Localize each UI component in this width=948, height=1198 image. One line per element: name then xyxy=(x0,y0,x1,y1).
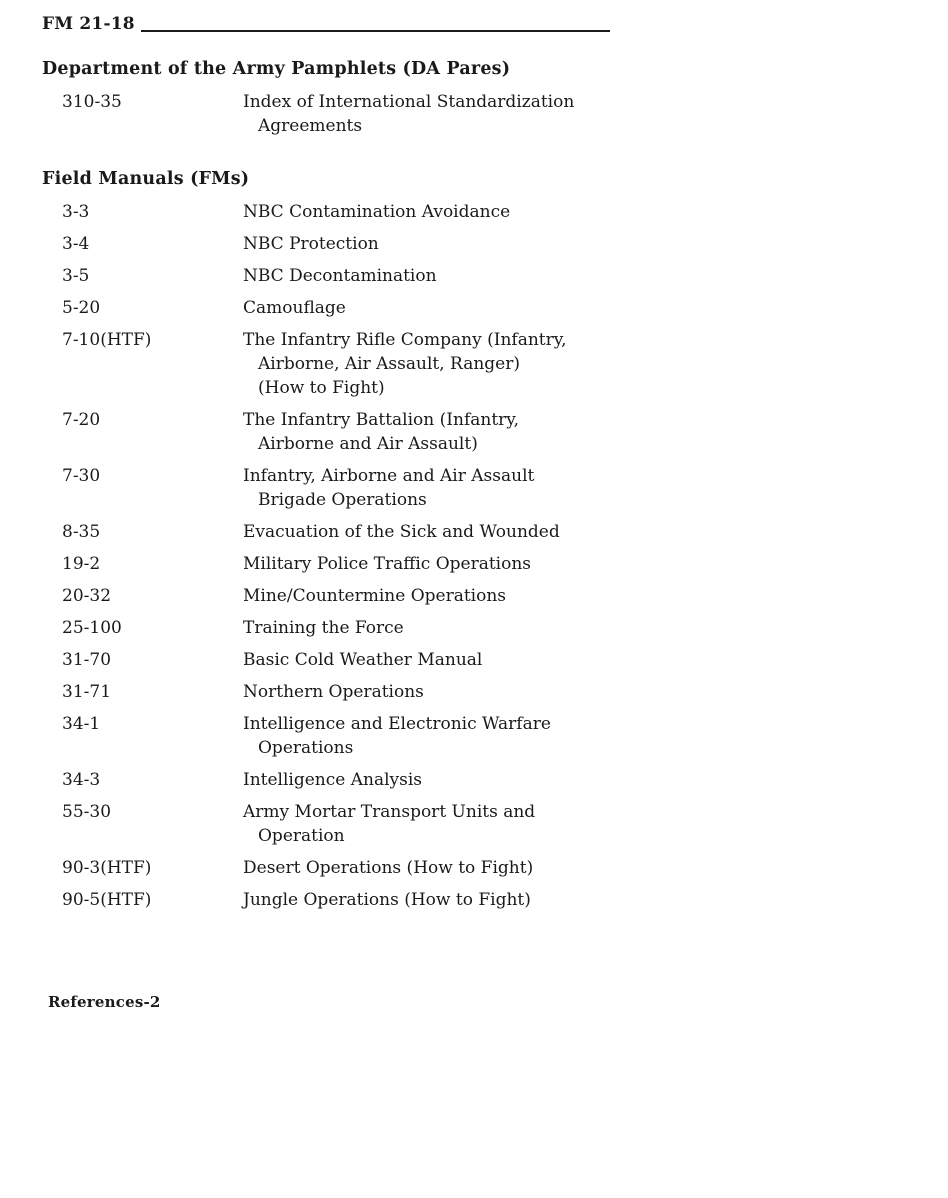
reference-number: 31-71 xyxy=(62,682,112,702)
reference-number: 90-5(HTF) xyxy=(62,890,152,910)
reference-number: 7-10(HTF) xyxy=(62,330,152,350)
reference-title xyxy=(243,584,908,608)
reference-title-line: (How to Fight) xyxy=(258,378,385,398)
reference-entry xyxy=(62,296,908,320)
section-heading-field-manuals: Field Manuals (FMs) xyxy=(42,169,250,189)
reference-entry xyxy=(62,200,908,224)
reference-entry xyxy=(62,232,908,256)
reference-title xyxy=(243,768,908,792)
reference-title xyxy=(243,200,908,224)
reference-title-line: Agreements xyxy=(258,116,363,136)
reference-title-line: Northern Operations xyxy=(243,682,424,702)
reference-title xyxy=(243,552,908,576)
entries-field-manuals xyxy=(62,200,908,912)
reference-number: 8-35 xyxy=(62,522,101,542)
reference-number: 90-3(HTF) xyxy=(62,858,152,878)
reference-title xyxy=(243,296,908,320)
reference-entry xyxy=(62,552,908,576)
reference-entry xyxy=(62,648,908,672)
reference-title xyxy=(243,408,908,456)
reference-title-line: Training the Force xyxy=(243,618,404,638)
reference-entry xyxy=(62,90,908,138)
reference-title-line: Mine/Countermine Operations xyxy=(243,586,507,606)
reference-title-line: Airborne and Air Assault) xyxy=(258,434,478,454)
reference-title xyxy=(243,464,908,512)
reference-title-line: Army Mortar Transport Units and xyxy=(243,802,536,822)
reference-title xyxy=(243,888,908,912)
reference-number: 3-5 xyxy=(62,266,90,286)
page-footer-label: References-2 xyxy=(48,993,161,1011)
reference-number: 34-1 xyxy=(62,714,101,734)
reference-title xyxy=(243,800,908,848)
reference-title-line: Brigade Operations xyxy=(258,490,427,510)
reference-title-line: The Infantry Battalion (Infantry, xyxy=(243,410,520,430)
reference-title xyxy=(243,856,908,880)
reference-title xyxy=(243,680,908,704)
reference-entry xyxy=(62,768,908,792)
reference-number: 55-30 xyxy=(62,802,112,822)
reference-title-line: Index of International Standardization xyxy=(243,92,575,112)
reference-number: 310-35 xyxy=(62,92,122,112)
reference-title-line: NBC Contamination Avoidance xyxy=(243,202,511,222)
reference-entry xyxy=(62,464,908,512)
reference-title-line: Evacuation of the Sick and Wounded xyxy=(243,522,560,542)
reference-entry xyxy=(62,584,908,608)
doc-id: FM 21-18 xyxy=(42,14,135,34)
reference-number: 5-20 xyxy=(62,298,101,318)
reference-title xyxy=(243,232,908,256)
reference-title-line: Intelligence Analysis xyxy=(243,770,423,790)
reference-entry xyxy=(62,264,908,288)
reference-title-line: Camouflage xyxy=(243,298,346,318)
reference-entry xyxy=(62,520,908,544)
reference-entry xyxy=(62,800,908,848)
reference-number: 34-3 xyxy=(62,770,101,790)
reference-title-line: Intelligence and Electronic Warfare xyxy=(243,714,551,734)
reference-title-line: NBC Decontamination xyxy=(243,266,437,286)
header-rule xyxy=(141,30,610,32)
reference-title xyxy=(243,648,908,672)
section-heading-da-pamphlets: Department of the Army Pamphlets (DA Pares) xyxy=(42,59,511,79)
reference-title-line: Airborne, Air Assault, Ranger) xyxy=(258,354,521,374)
reference-entry xyxy=(62,712,908,760)
reference-number: 7-30 xyxy=(62,466,101,486)
reference-title xyxy=(243,616,908,640)
reference-title-line: Operation xyxy=(258,826,345,846)
entries-da-pamphlets xyxy=(62,90,908,138)
reference-title xyxy=(243,90,908,138)
reference-number: 3-3 xyxy=(62,202,90,222)
reference-title-line: Jungle Operations (How to Fight) xyxy=(243,890,531,910)
reference-number: 20-32 xyxy=(62,586,112,606)
reference-title-line: Operations xyxy=(258,738,354,758)
reference-number: 31-70 xyxy=(62,650,112,670)
reference-title-line: Military Police Traffic Operations xyxy=(243,554,532,574)
reference-title-line: Desert Operations (How to Fight) xyxy=(243,858,534,878)
reference-title xyxy=(243,712,908,760)
document-header xyxy=(42,14,610,34)
reference-title-line: Infantry, Airborne and Air Assault xyxy=(243,466,535,486)
reference-number: 7-20 xyxy=(62,410,101,430)
reference-entry xyxy=(62,616,908,640)
reference-entry xyxy=(62,856,908,880)
reference-title-line: NBC Protection xyxy=(243,234,379,254)
reference-title-line: The Infantry Rifle Company (Infantry, xyxy=(243,330,567,350)
reference-entry xyxy=(62,328,908,400)
reference-title xyxy=(243,520,908,544)
reference-entry xyxy=(62,408,908,456)
reference-title-line: Basic Cold Weather Manual xyxy=(243,650,483,670)
reference-title xyxy=(243,328,908,400)
reference-entry xyxy=(62,888,908,912)
reference-number: 19-2 xyxy=(62,554,101,574)
reference-number: 25-100 xyxy=(62,618,122,638)
reference-title xyxy=(243,264,908,288)
reference-number: 3-4 xyxy=(62,234,90,254)
reference-entry xyxy=(62,680,908,704)
